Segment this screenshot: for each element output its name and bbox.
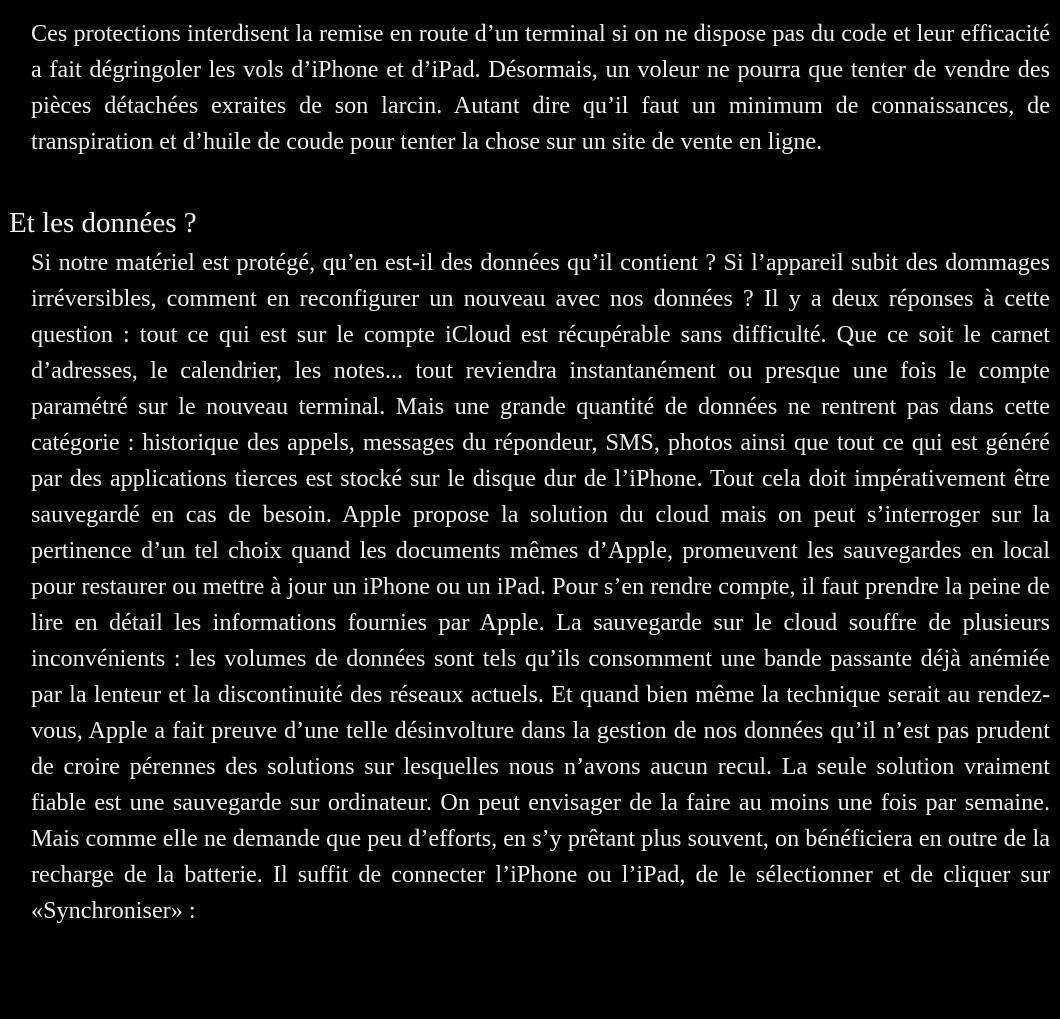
body-paragraph: Si notre matériel est protégé, qu’en est-il des données qu’il contient ? Si l’appareil subit des dommages irréversibles, comment en reconfigurer un nouveau avec nos données ? Il y a deux réponses à cette question : tout ce qui est sur le compte iCloud est récupérable sans difficulté. Que ce soit le carnet d’adresses, le calendrier, les notes... tout reviendra instantanément ou presque une fois le compte paramétré sur le nouveau terminal. Mais une grande quantité de données ne rentrent pas dans cette catégorie : historique des appels, messages du répondeur, SMS, photos ainsi que tout ce qui est généré par des applications tierces est stocké sur le disque dur de l’iPhone. Tout cela doit impérativement être sauvegardé en cas de besoin. Apple propose la solution du cloud mais on peut s’interroger sur la pertinence d’un tel choix quand les documents mêmes d’Apple, promeuvent les sauvegardes en local pour restaurer ou mettre à jour un iPhone ou un iPad. Pour s’en rendre compte, il faut prendre la peine de lire en détail les informations fournies par Apple. La sauvegarde sur le cloud souffre de plusieurs inconvénients : les volumes de données sont tels qu’ils consomment une bande passante déjà anémiée par la lenteur et la discontinuité des réseaux actuels. Et quand bien même la technique serait au rendez-vous, Apple a fait preuve d’une telle désinvolture dans la gestion de nos données qu’il n’est pas prudent de croire pérennes des solutions sur lesquelles nous n’avons aucun recul. La seule solution vraiment fiable est une sauvegarde sur ordinateur. On peut envisager de la faire au moins une fois par semaine. Mais comme elle ne demande que peu d’efforts, en s’y prêtant plus souvent, on bénéficiera en outre de la recharge de la batterie. Il suffit de connecter l’iPhone ou l’iPad, de le sélectionner et de cliquer sur «Synchroniser» : [31, 249, 1050, 924]
section-heading: Et les données ? [9, 207, 197, 239]
intro-paragraph: Ces protections interdisent la remise en route d’un terminal si on ne dispose pas du code et leur efficacité a fait dégringoler les vols d’iPhone et d’iPad. Désormais, un voleur ne pourra que tenter de vendre des pièces détachées exraites de son larcin. Autant dire qu’il faut un minimum de connaissances, de transpiration et d’huile de coude pour tenter la chose sur un site de vente en ligne. [31, 20, 1050, 155]
